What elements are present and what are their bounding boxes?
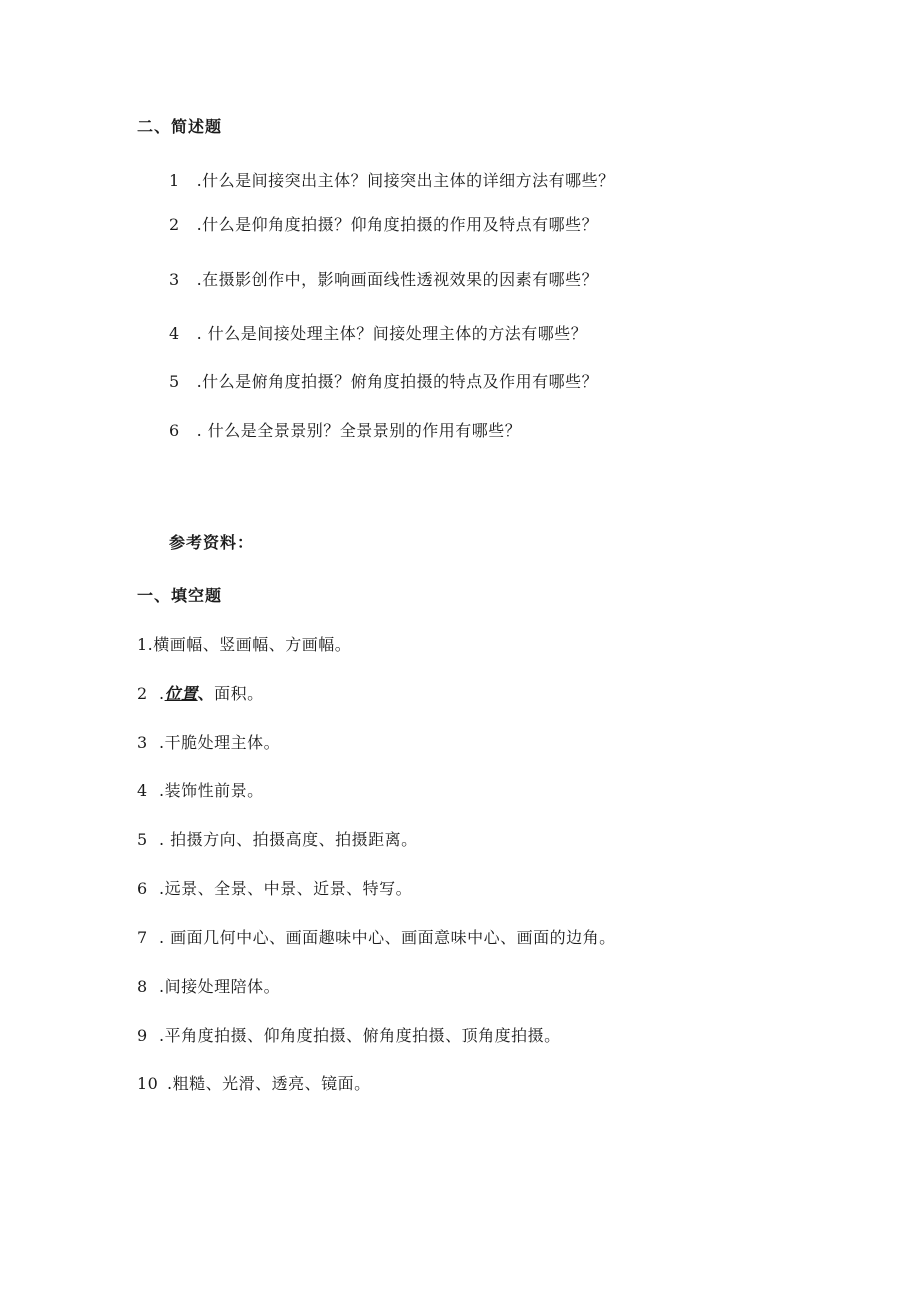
answer-text: .粗糙、光滑、透亮、镜面。 — [167, 1074, 371, 1093]
answer-number: 10 — [137, 1074, 159, 1093]
answer-text: .远景、全景、中景、近景、特写。 — [159, 879, 413, 898]
answer-item — [137, 928, 616, 948]
answer-number: 3 — [137, 733, 148, 752]
question-text: . 什么是全景景别？全景景别的作用有哪些？ — [196, 421, 522, 440]
answer-item — [137, 1026, 561, 1046]
answer-text: .平角度拍摄、仰角度拍摄、俯角度拍摄、顶角度拍摄。 — [159, 1026, 561, 1045]
question-item — [169, 372, 598, 392]
question-text: .什么是间接突出主体？间接突出主体的详细方法有哪些？ — [196, 171, 615, 190]
answer-text: .间接处理陪体。 — [159, 977, 281, 996]
question-number: 1 — [169, 171, 180, 190]
answer-item — [137, 977, 280, 997]
question-item — [169, 270, 598, 290]
answer-number: 6 — [137, 879, 148, 898]
section-title-short-answer: 二、简述题 — [137, 117, 223, 136]
question-number: 4 — [169, 324, 180, 343]
answer-number: 7 — [137, 928, 148, 947]
question-item — [169, 421, 521, 441]
answer-separator: 、 — [197, 684, 215, 703]
answer-number: 2 — [137, 684, 148, 703]
answer-number: 5 — [137, 830, 148, 849]
answer-item — [137, 733, 280, 753]
section-title-fill-in: 一、填空题 — [137, 586, 223, 605]
answer-number: 8 — [137, 977, 148, 996]
answer-number: 9 — [137, 1026, 148, 1045]
answer-text: . 拍摄方向、拍摄高度、拍摄距离。 — [159, 830, 418, 849]
question-number: 6 — [169, 421, 180, 440]
question-text: . 什么是间接处理主体？间接处理主体的方法有哪些？ — [196, 324, 588, 343]
question-item — [169, 215, 598, 235]
answer-number: 4 — [137, 781, 148, 800]
question-text: .什么是仰角度拍摄？仰角度拍摄的作用及特点有哪些？ — [196, 215, 599, 234]
question-number: 2 — [169, 215, 180, 234]
question-text: .什么是俯角度拍摄？俯角度拍摄的特点及作用有哪些？ — [196, 372, 599, 391]
answer-item — [137, 1074, 371, 1094]
answer-item — [137, 830, 418, 850]
question-text: .在摄影创作中，影响画面线性透视效果的因素有哪些？ — [196, 270, 599, 289]
answer-text: . 画面几何中心、画面趣味中心、画面意味中心、画面的边角。 — [159, 928, 616, 947]
answer-emphasis: 位置 — [164, 684, 198, 703]
answer-item — [137, 684, 264, 704]
answer-item — [137, 781, 264, 801]
question-item — [169, 324, 587, 344]
question-number: 5 — [169, 372, 180, 391]
answer-text: .干脆处理主体。 — [159, 733, 281, 752]
answer-item — [137, 879, 412, 899]
answer-prefix: . — [159, 684, 165, 703]
question-number: 3 — [169, 270, 180, 289]
answer-text: .装饰性前景。 — [159, 781, 264, 800]
answer-text: 横画幅、竖画幅、方画幅。 — [153, 635, 352, 654]
answer-text: 面积。 — [214, 684, 264, 703]
references-title: 参考资料： — [169, 533, 255, 552]
answer-item — [137, 635, 351, 655]
question-item — [169, 171, 615, 191]
answer-number: 1. — [137, 635, 154, 654]
